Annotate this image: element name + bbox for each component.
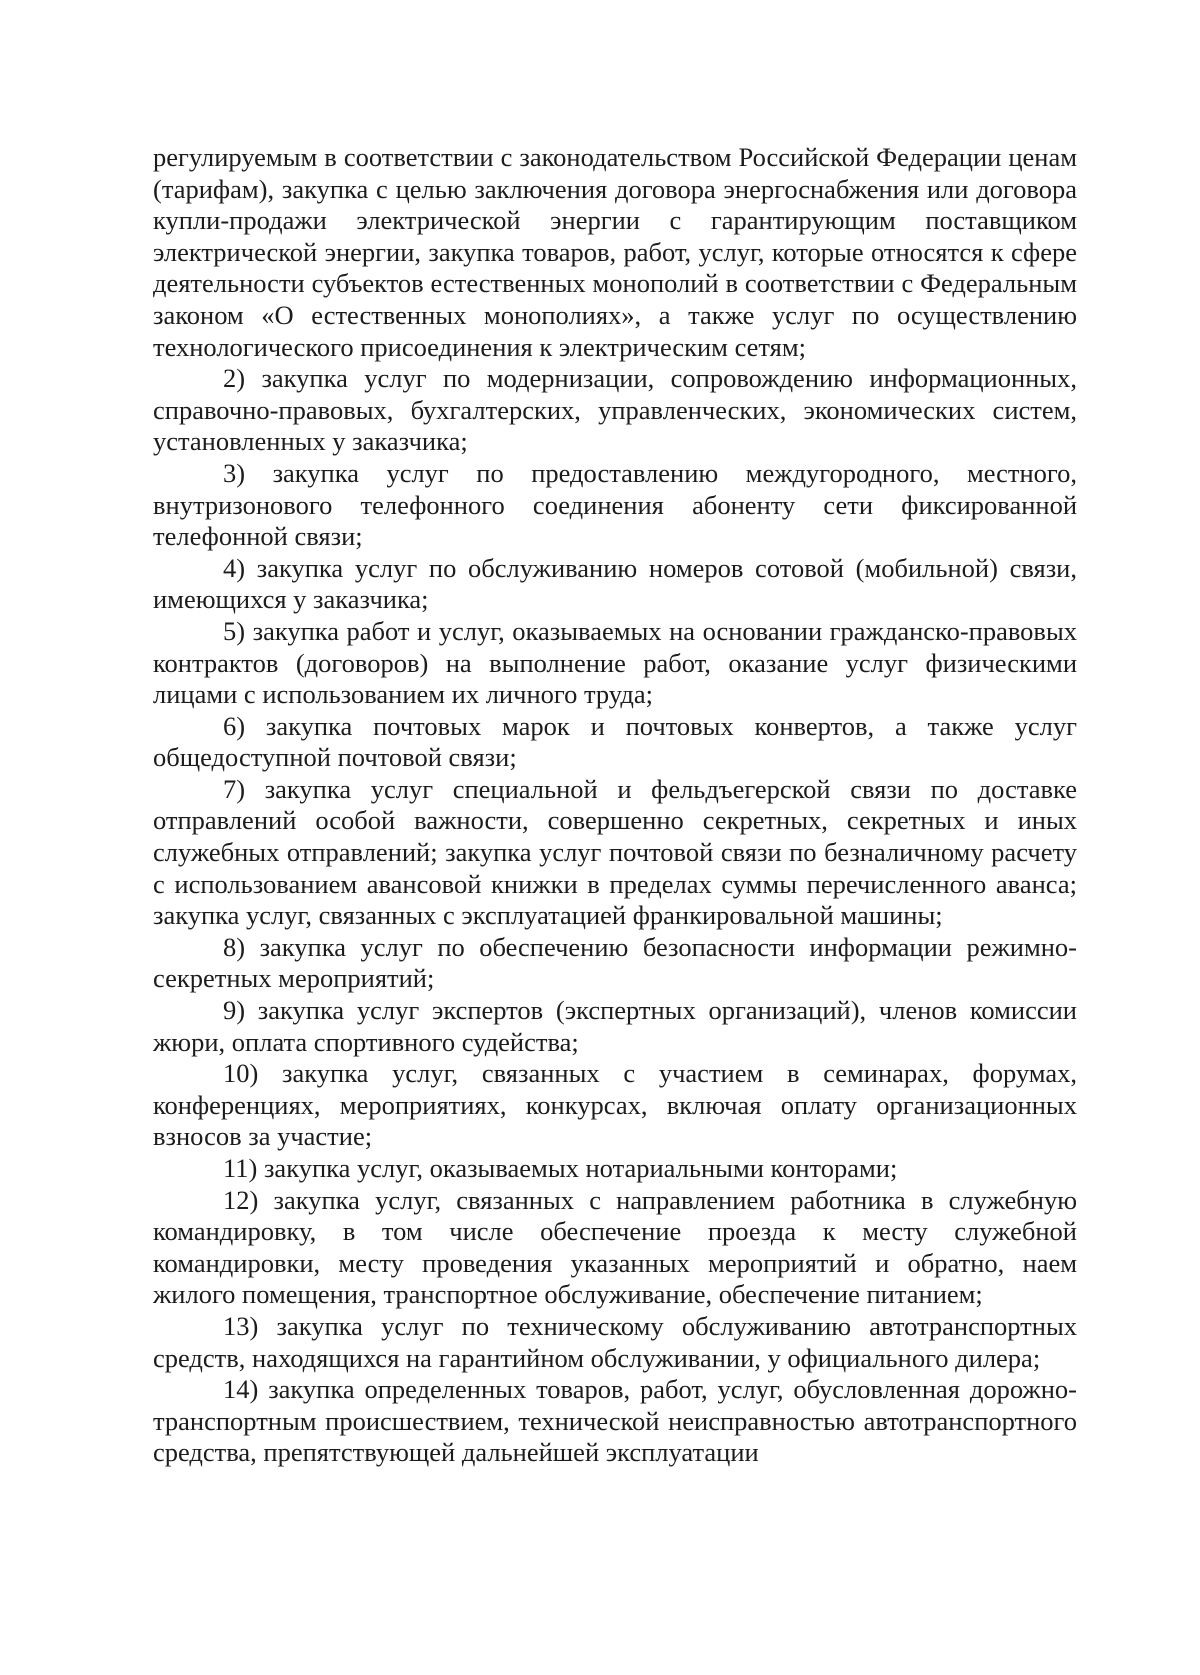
paragraph-item-2: 2) закупка услуг по модернизации, сопровождению информационных, справочно-правовых, бухгалтерских, управленческих, экономических систем, установленных у заказчика; [153,363,1077,457]
paragraph-item-3: 3) закупка услуг по предоставлению междугородного, местного, внутризонового телефонного соединения абоненту сети фиксированной телефонной связи; [153,457,1077,552]
paragraph-item-7: 7) закупка услуг специальной и фельдъегерской связи по доставке отправлений особой важности, совершенно секретных, секретных и иных служебных отправлений; закупка услуг почтовой связи по безналичному расчету с использованием авансовой книжки в пределах суммы перечисленного аванса; закупка услуг, связанных с эксплуатацией франкировальной машины; [153,773,1077,931]
paragraph-item-13: 13) закупка услуг по техническому обслуживанию автотранспортных средств, находящихся на гарантийном обслуживании, у официального дилера; [153,1310,1077,1373]
paragraph-continuation: регулируемым в соответствии с законодательством Российской Федерации ценам (тарифам), закупка с целью заключения договора энергоснабжения или договора купли-продажи электрической энергии с гарантирующим поставщиком электрической энергии, закупка товаров, работ, услуг, которые относятся к сфере деятельности субъектов естественных монополий в соответствии с Федеральным законом «О естественных монополиях», а также услуг по осуществлению технологического присоединения к электрическим сетям; [153,142,1077,362]
paragraph-item-14: 14) закупка определенных товаров, работ, услуг, обусловленная дорожно-транспортным происшествием, технической неисправностью автотранспортного средства, препятствующей дальнейшей эксплуатации [153,1374,1077,1468]
paragraph-item-11: 11) закупка услуг, оказываемых нотариальными конторами; [223,1153,898,1183]
paragraph-item-4: 4) закупка услуг по обслуживанию номеров сотовой (мобильной) связи, имеющихся у заказчика; [153,552,1077,615]
paragraph-item-12: 12) закупка услуг, связанных с направлением работника в служебную командировку, в том числе обеспечение проезда к месту служебной командировки, месту проведения указанных мероприятий и обратно, наем жилого помещения, транспортное обслуживание, обеспечение питанием; [153,1184,1077,1310]
paragraph-item-9: 9) закупка услуг экспертов (экспертных организаций), членов комиссии жюри, оплата спортивного судейства; [153,995,1077,1057]
paragraph-item-8: 8) закупка услуг по обеспечению безопасности информации режимно-секретных мероприятий; [153,931,1077,994]
paragraph-item-10: 10) закупка услуг, связанных с участием в семинарах, форумах, конференциях, мероприятиях, конкурсах, включая оплату организационных взносов за участие; [153,1058,1077,1152]
document-body [153,142,1077,1469]
paragraph-item-5: 5) закупка работ и услуг, оказываемых на основании гражданско-правовых контрактов (договоров) на выполнение работ, оказание услуг физическими лицами с использованием их личного труда; [153,615,1077,710]
paragraph-item-6: 6) закупка почтовых марок и почтовых конвертов, а также услуг общедоступной почтовой связи; [153,710,1077,773]
